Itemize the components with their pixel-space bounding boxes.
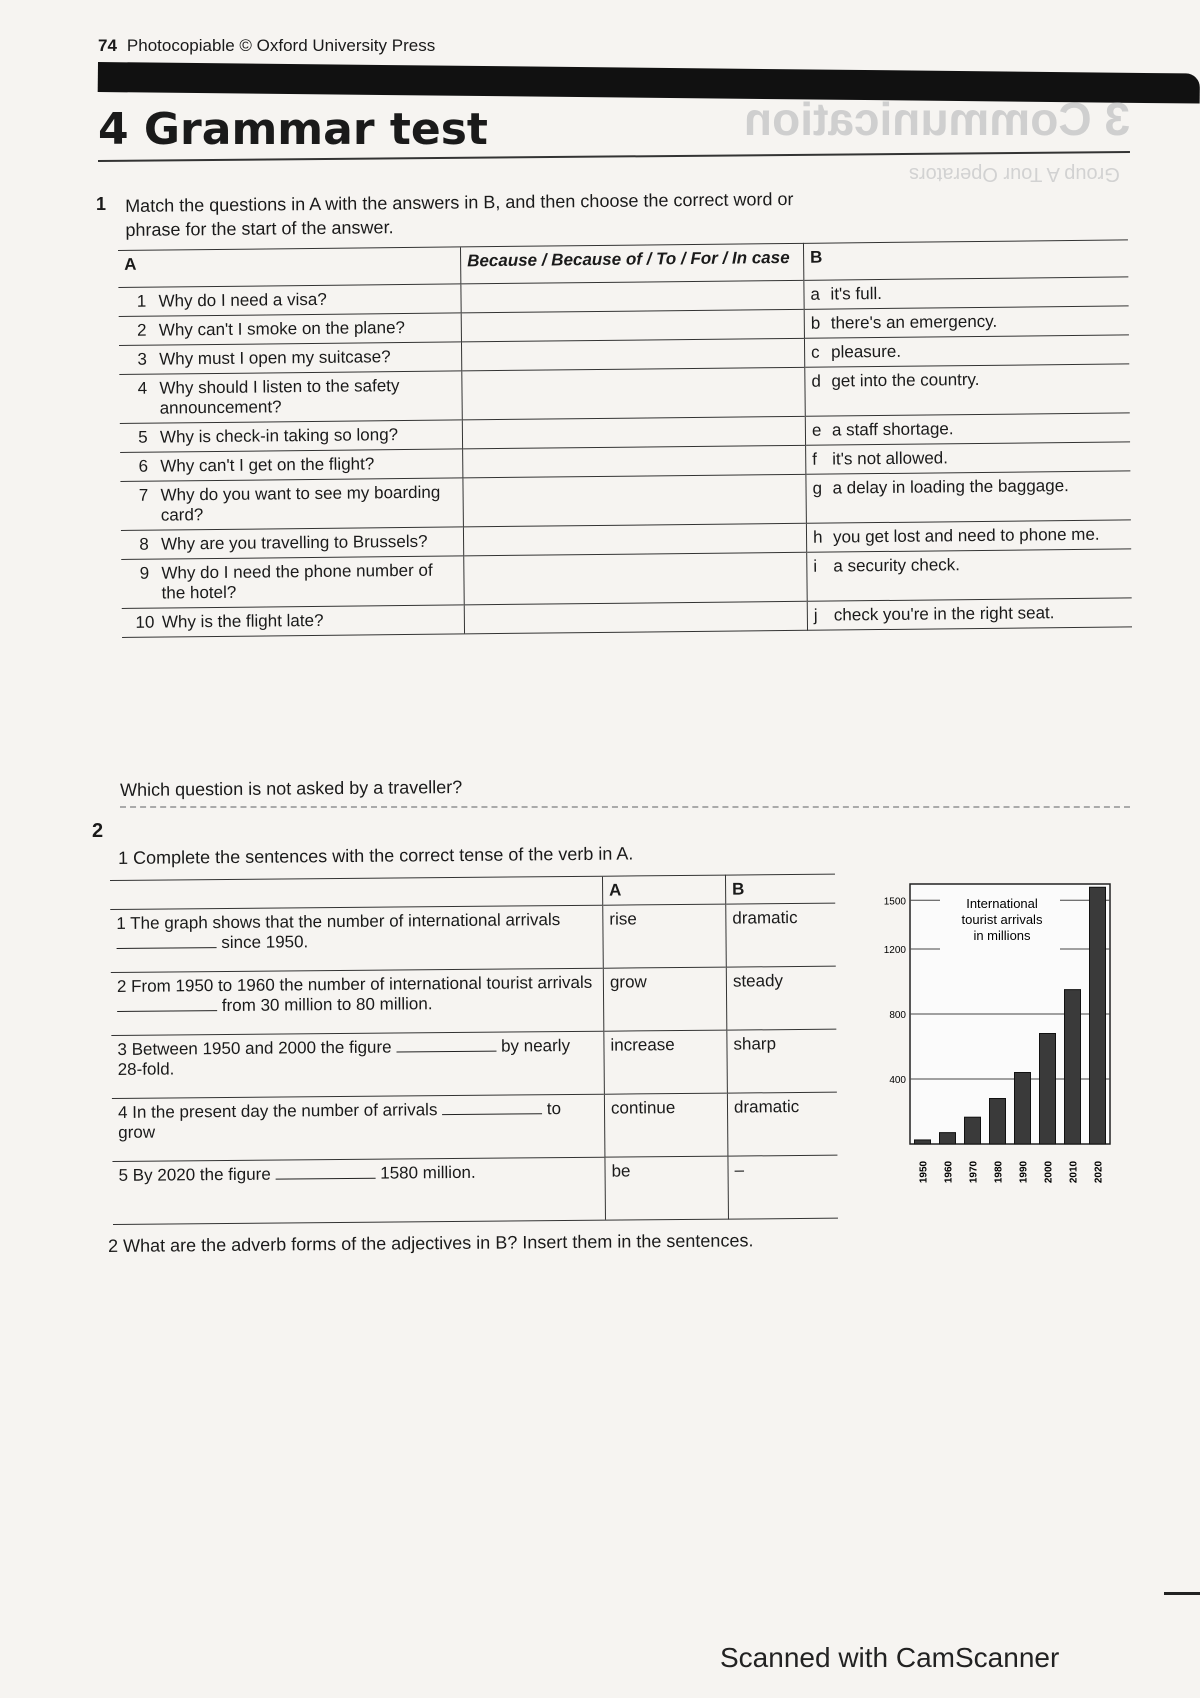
sentence-blank[interactable] <box>117 996 217 1012</box>
sentence-blank[interactable] <box>442 1099 542 1115</box>
chart-x-tick-label: 2020 <box>1093 1160 1105 1184</box>
question-number: 1 <box>136 291 147 311</box>
chart-bar <box>1065 990 1081 1144</box>
chart-bar <box>1015 1073 1031 1145</box>
question-text: Why should I listen to the safety announcement? <box>159 376 400 418</box>
question-text: Why are you travelling to Brussels? <box>160 531 428 554</box>
page-edge-mark <box>1164 1592 1200 1595</box>
sentence-end: by nearly 28-fold. <box>117 1035 571 1079</box>
arrivals-bar-chart <box>870 874 1120 1204</box>
column-a-header: A <box>118 247 461 288</box>
answer-letter: g <box>812 478 823 498</box>
adjective-cell: dramatic <box>726 903 836 967</box>
question-text: Why must I open my suitcase? <box>159 347 391 369</box>
answer-blank[interactable] <box>461 338 804 371</box>
answer-blank[interactable] <box>462 367 805 420</box>
question-number: 2 <box>137 320 147 340</box>
sentence-row <box>112 1155 838 1224</box>
question-text: Why is the flight late? <box>161 610 324 632</box>
chart-x-tick-label: 2010 <box>1068 1160 1080 1184</box>
answer-text: you get lost and need to phone me. <box>832 524 1100 547</box>
question-text: Why do you want to see my boarding card? <box>160 482 441 525</box>
adjective-column-header: B <box>725 874 835 904</box>
chart-bar <box>940 1133 956 1144</box>
answer-letter: b <box>810 313 821 333</box>
question-number: 5 <box>138 427 148 447</box>
answer-letter: c <box>811 342 820 362</box>
chart-y-tick-label: 400 <box>889 1075 906 1086</box>
verb-cell: increase <box>604 1030 728 1094</box>
sentence-start: 5 By 2020 the figure <box>118 1164 271 1185</box>
adjective-cell: – <box>728 1155 838 1219</box>
sentence-row <box>112 1092 838 1161</box>
exercise-2-number: 2 <box>92 820 104 842</box>
page-header <box>98 36 435 56</box>
exercise-1-number: 1 <box>96 194 107 214</box>
column-b-header: B <box>803 240 1128 280</box>
question-text: Why do I need the phone number of the hotel? <box>161 560 433 603</box>
chart-bar <box>965 1117 981 1144</box>
sentence-row <box>111 966 837 1035</box>
chart-y-tick-label: 1200 <box>883 945 906 956</box>
sentence-end: 1580 million. <box>380 1162 476 1183</box>
page-number: 74 <box>98 36 117 55</box>
adjective-cell: steady <box>726 966 836 1030</box>
chart-bar <box>915 1140 931 1144</box>
verb-column-header: A <box>602 875 725 905</box>
chart-x-tick-label: 2000 <box>1043 1160 1055 1184</box>
answer-text: it's full. <box>830 284 883 304</box>
answer-blank[interactable] <box>464 601 807 634</box>
exercise-2-part-1-instruction: 1 Complete the sentences with the correct tense of the verb in A. <box>118 843 634 868</box>
answer-text: get into the country. <box>831 369 980 391</box>
chart-y-tick-label: 1500 <box>883 896 906 908</box>
chart-x-tick-label: 1970 <box>968 1160 980 1184</box>
question-number: 9 <box>139 563 150 583</box>
show-through-subheading: Group A Tour Operators <box>909 163 1120 185</box>
answer-letter: f <box>812 449 818 469</box>
answer-letter: h <box>812 527 823 547</box>
verb-table <box>110 874 838 1225</box>
answer-text: a staff shortage. <box>831 419 954 440</box>
answer-blank[interactable] <box>463 523 806 556</box>
sentence-blank[interactable] <box>275 1164 375 1180</box>
answer-letter: i <box>813 556 818 576</box>
answer-text: a security check. <box>833 555 961 576</box>
show-through-heading: 3 Communication <box>744 93 1130 145</box>
chart-x-tick-label: 1980 <box>993 1160 1005 1184</box>
sentence-start: 2 From 1950 to 1960 the number of international tourist arrivals <box>116 972 593 996</box>
question-text: Why is check-in taking so long? <box>159 425 399 447</box>
scanner-watermark: Scanned with CamScanner <box>720 1642 1060 1673</box>
page-title: 4 Grammar test <box>98 104 488 155</box>
chart-x-tick-label: 1960 <box>943 1160 955 1184</box>
sentence-blank[interactable] <box>396 1037 496 1053</box>
question-text: Why do I need a visa? <box>158 289 327 311</box>
chart-x-tick-label: 1990 <box>1018 1160 1030 1184</box>
exercise-1-instruction: Match the questions in A with the answers in B, and then choose the correct word or phrase for the start of the answer. <box>125 189 794 240</box>
sentence-start: 1 The graph shows that the number of international arrivals <box>116 910 561 933</box>
answer-text: pleasure. <box>831 341 902 362</box>
answer-text: check you're in the right seat. <box>833 603 1055 625</box>
sentence-row <box>110 903 836 972</box>
verb-cell: grow <box>603 967 727 1031</box>
chart-bar <box>990 1099 1006 1145</box>
answer-blank[interactable] <box>462 416 805 449</box>
sentence-start: 3 Between 1950 and 2000 the figure <box>117 1037 392 1059</box>
answer-blank[interactable] <box>461 280 804 313</box>
dashed-divider <box>120 806 1130 808</box>
question-text: Why can't I smoke on the plane? <box>158 318 406 340</box>
chart-bar <box>1040 1034 1056 1145</box>
verb-cell: be <box>605 1156 729 1220</box>
column-connector-header: Because / Because of / To / For / In case <box>460 243 803 284</box>
sentence-blank[interactable] <box>116 933 216 949</box>
question-number: 4 <box>137 378 148 398</box>
verb-cell: continue <box>604 1093 728 1157</box>
sentence-end: from 30 million to 80 million. <box>221 994 433 1016</box>
exercise-2-part-2-instruction: 2 What are the adverb forms of the adjectives in B? Insert them in the sentences. <box>108 1230 754 1256</box>
answer-text: there's an emergency. <box>830 311 998 333</box>
question-text: Why can't I get on the flight? <box>160 454 375 476</box>
matching-table <box>118 239 1132 638</box>
chart-y-tick-label: 800 <box>889 1010 906 1021</box>
chart-title: International tourist arrivals in millions <box>961 896 1043 943</box>
answer-letter: d <box>811 371 821 391</box>
copyright-text: Photocopiable © Oxford University Press <box>126 36 436 55</box>
sentence-end: since 1950. <box>221 932 309 953</box>
answer-text: a delay in loading the baggage. <box>832 476 1069 498</box>
answer-blank[interactable] <box>463 474 806 527</box>
question-number: 8 <box>139 534 149 554</box>
adjective-cell: sharp <box>727 1029 837 1093</box>
verb-cell: rise <box>603 904 727 968</box>
sentence-start: 4 In the present day the number of arrivals <box>117 1100 438 1122</box>
answer-letter: a <box>810 284 821 304</box>
sentence-row <box>111 1029 837 1098</box>
question-number: 3 <box>137 349 147 369</box>
answer-blank[interactable] <box>461 309 804 342</box>
answer-letter: e <box>811 420 822 440</box>
question-number: 7 <box>138 485 149 505</box>
sentence-end: to grow <box>118 1099 562 1142</box>
answer-letter: j <box>813 605 818 625</box>
answer-blank[interactable] <box>463 445 806 478</box>
chart-x-tick-label: 1950 <box>918 1160 930 1184</box>
exercise-1-question: Which question is not asked by a traveller? <box>120 777 463 800</box>
answer-text: it's not allowed. <box>832 448 949 469</box>
adjective-cell: dramatic <box>727 1092 837 1156</box>
question-number: 6 <box>138 456 149 476</box>
answer-blank[interactable] <box>464 552 807 605</box>
chart-bar <box>1090 887 1106 1144</box>
question-number: 10 <box>135 612 155 632</box>
